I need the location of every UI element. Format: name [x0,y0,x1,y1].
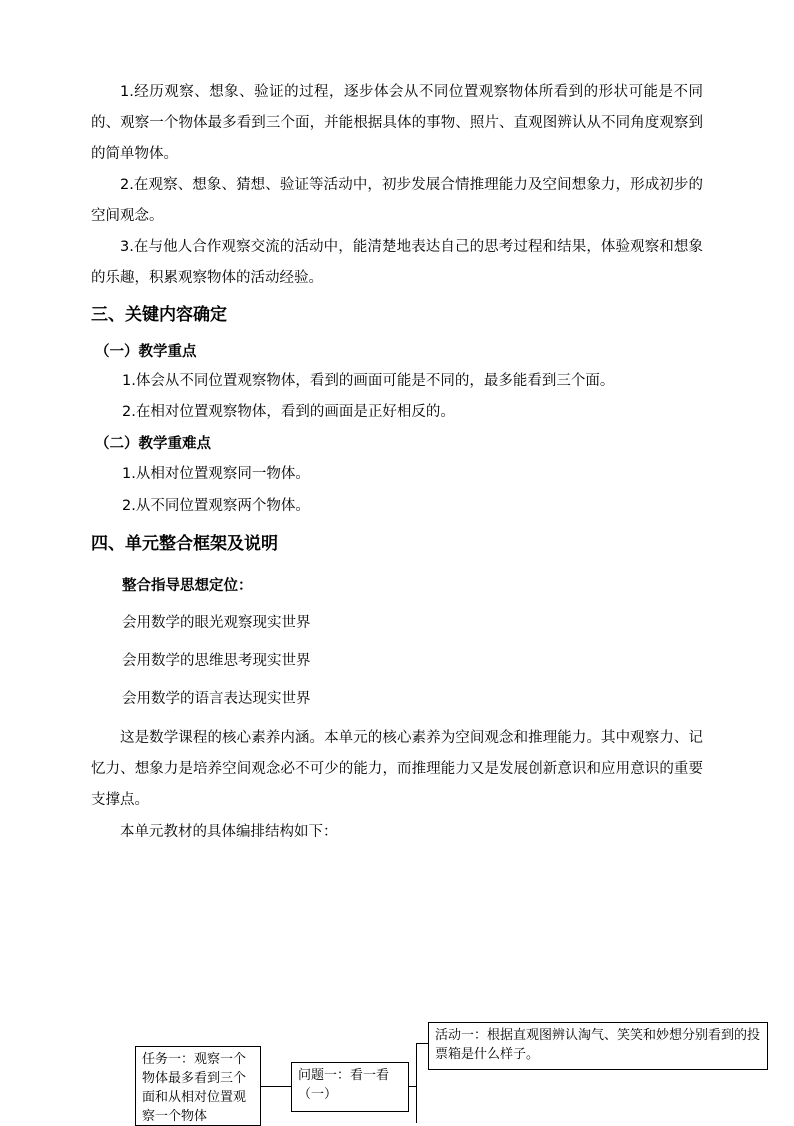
section-4-title: 四、单元整合框架及说明 [91,534,278,554]
guiding-line-1: 会用数学的眼光观察现实世界 [122,615,311,631]
core-literacy-paragraph: 这是数学课程的核心素养内涵。本单元的核心素养为空间观念和推理能力。其中观察力、记忆力、想象力是培养空间观念必不可少的能力，而推理能力又是发展创新意识和应用意识的重要支撑点。 [91,730,703,808]
bracket-vertical [416,1043,417,1123]
difficult-points-heading: （二）教学重难点 [95,436,211,452]
section-3-title: 三、关键内容确定 [91,305,227,325]
guiding-line-2: 会用数学的思维思考现实世界 [122,653,311,669]
key-points-heading: （一）教学重点 [95,344,197,360]
difficult-point-1: 1.从相对位置观察同一物体。 [122,466,310,482]
difficult-point-2: 2.从不同位置观察两个物体。 [122,498,310,514]
question-1-box: 问题一：看一看（一） [291,1062,409,1112]
connector-task-question [261,1086,291,1087]
goal-paragraph-3: 3.在与他人合作观察交流的活动中，能清楚地表达自己的思考过程和结果，体验观察和想象的乐趣，积累观察物体的活动经验。 [91,239,703,286]
structure-intro-paragraph: 本单元教材的具体编排结构如下： [120,824,338,840]
key-point-2: 2.在相对位置观察物体，看到的画面是正好相反的。 [122,404,455,420]
connector-question-bracket [409,1086,416,1087]
connector-bracket-activity [416,1043,428,1044]
guiding-line-3: 会用数学的语言表达现实世界 [122,691,311,707]
guiding-idea-heading: 整合指导思想定位： [122,578,253,594]
goal-paragraph-2: 2.在观察、想象、猜想、验证等活动中，初步发展合情推理能力及空间想象力，形成初步的空间观念。 [91,177,703,224]
key-point-1: 1.体会从不同位置观察物体，看到的画面可能是不同的，最多能看到三个面。 [122,373,615,389]
activity-1-box: 活动一：根据直观图辨认淘气、笑笑和妙想分别看到的投票箱是什么样子。 [428,1022,768,1070]
goal-paragraph-1: 1.经历观察、想象、验证的过程，逐步体会从不同位置观察物体所看到的形状可能是不同的、观察一个物体最多看到三个面，并能根据具体的事物、照片、直观图辨认从不同角度观察到的简单物体。 [91,84,703,162]
task-1-box: 任务一：观察一个物体最多看到三个面和从相对位置观察一个物体 [135,1046,261,1126]
